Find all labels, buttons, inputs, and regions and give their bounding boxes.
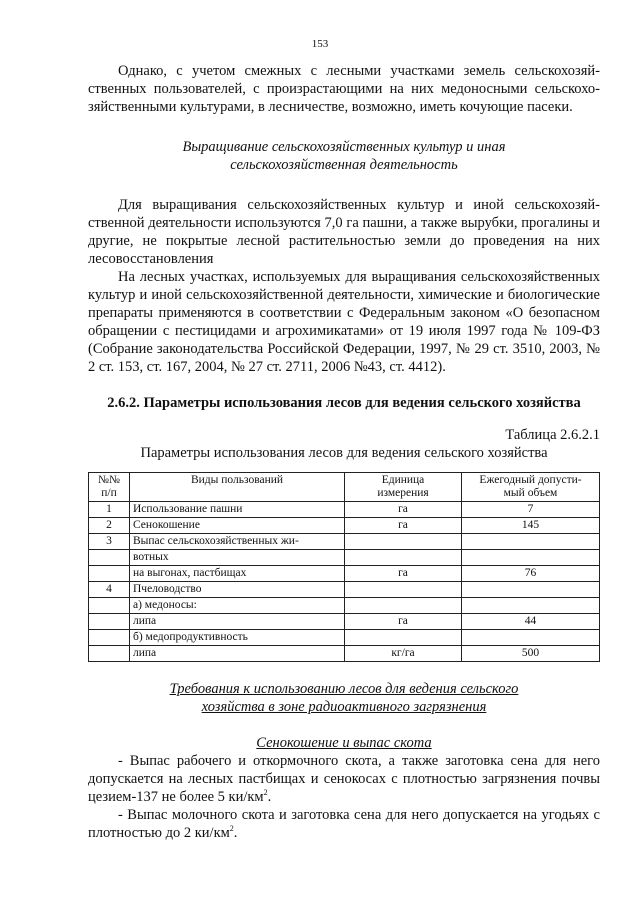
page-number: 153 bbox=[311, 38, 329, 50]
requirement-item-2: - Выпас молочного скота и заготовка сена для него допускается на угодьях с плотностью до 2 $ки/км^2$. bbox=[88, 807, 600, 841]
cell-kind: Сенокошение bbox=[130, 518, 345, 534]
cell-unit: га bbox=[345, 566, 462, 582]
cell-num bbox=[89, 646, 130, 662]
parameters-table bbox=[88, 472, 600, 662]
cell-volume bbox=[462, 630, 600, 646]
cell-num: 1 bbox=[89, 502, 130, 518]
cell-unit bbox=[345, 630, 462, 646]
cell-num: 2 bbox=[89, 518, 130, 534]
cell-unit: га bbox=[345, 614, 462, 630]
hay-grazing-subheading: Сенокошение и выпас скота bbox=[256, 735, 432, 751]
cell-volume: 44 bbox=[462, 614, 600, 630]
table-row bbox=[89, 598, 600, 614]
intro-paragraph: Однако, с учетом смежных с лесными участками земель сельскохозяйственных пользователей, с произрастающими на них медоносными сельскохозяйственными культурами, в лесничестве, возможно, иметь кочующие пасеки. bbox=[88, 63, 600, 115]
cell-unit: га bbox=[345, 502, 462, 518]
table-row bbox=[89, 502, 600, 518]
cell-volume: 500 bbox=[462, 646, 600, 662]
cell-unit bbox=[345, 550, 462, 566]
table-row bbox=[89, 550, 600, 566]
cell-num bbox=[89, 598, 130, 614]
cell-kind: вотных bbox=[130, 550, 345, 566]
section-262-heading: 2.6.2. Параметры использования лесов для ведения сельского хозяйства bbox=[107, 395, 581, 411]
cell-num bbox=[89, 550, 130, 566]
header-volume: Ежегодный допусти- мый объем bbox=[462, 473, 600, 502]
cell-num: 3 bbox=[89, 534, 130, 550]
table-row bbox=[89, 566, 600, 582]
radioactive-heading-line1: Требования к использованию лесов для ведения сельского bbox=[169, 681, 519, 697]
cell-volume bbox=[462, 534, 600, 550]
table-title: Параметры использования лесов для ведения сельского хозяйства bbox=[140, 445, 548, 461]
requirement-item-1: - Выпас рабочего и откормочного скота, а также заготовка сена для него допускается на лесных пастбищах и сенокосах с плотностью загрязнения почвы цезием-137 не более 5 $ки/км^2$. bbox=[88, 753, 600, 805]
cell-kind: а) медоносы: bbox=[130, 598, 345, 614]
radioactive-heading-line2: хозяйства в зоне радиоактивного загрязнения bbox=[201, 699, 487, 715]
table-row bbox=[89, 614, 600, 630]
cell-volume bbox=[462, 582, 600, 598]
cultivation-paragraph-2: На лесных участках, используемых для выращивания сельскохозяйственных культур и иной сельскохозяйственной деятельности, химические и биологические препараты применяются в соответствии с Федеральным законом «О безопасном обращении с пестицидами и агрохимикатами» от 19 июля 1997 года № 109-ФЗ (Собрание законодательства Российской Федерации, 1997, № 29 ст. 3510, 2003, № 2 ст. 153, ст. 167, 2004, № 27 ст. 2711, 2006 №43, ст. 4412). bbox=[88, 269, 600, 375]
table-body bbox=[89, 502, 600, 662]
cell-num bbox=[89, 566, 130, 582]
header-kind: Виды пользований bbox=[130, 473, 345, 502]
table-row bbox=[89, 646, 600, 662]
header-num: №№ п/п bbox=[89, 473, 130, 502]
cell-unit bbox=[345, 598, 462, 614]
cell-volume bbox=[462, 598, 600, 614]
cell-kind: на выгонах, пастбищах bbox=[130, 566, 345, 582]
cell-kind: б) медопродуктивность bbox=[130, 630, 345, 646]
cultivation-heading-line1: Выращивание сельскохозяйственных культур и иная bbox=[182, 139, 506, 155]
cell-kind: Использование пашни bbox=[130, 502, 345, 518]
cultivation-paragraph-1: Для выращивания сельскохозяйственных культур и иной сельскохозяйственной деятельности используются 7,0 га пашни, а также вырубки, прогалины и другие, не покрытые лесной растительностью земли до проведения на них лесовосстановления bbox=[88, 197, 600, 267]
table-row bbox=[89, 534, 600, 550]
header-unit: Единица измерения bbox=[345, 473, 462, 502]
cell-num bbox=[89, 630, 130, 646]
table-row bbox=[89, 582, 600, 598]
cell-kind: Выпас сельскохозяйственных жи- bbox=[130, 534, 345, 550]
cell-volume: 145 bbox=[462, 518, 600, 534]
table-row bbox=[89, 630, 600, 646]
table-header-row bbox=[89, 473, 600, 502]
page-content bbox=[88, 62, 600, 842]
cell-unit: га bbox=[345, 518, 462, 534]
cell-kind: Пчеловодство bbox=[130, 582, 345, 598]
cell-num: 4 bbox=[89, 582, 130, 598]
cultivation-heading-line2: сельскохозяйственная деятельность bbox=[230, 157, 458, 173]
cell-volume: 76 bbox=[462, 566, 600, 582]
cell-unit bbox=[345, 534, 462, 550]
cell-unit: кг/га bbox=[345, 646, 462, 662]
cell-unit bbox=[345, 582, 462, 598]
table-number: Таблица 2.6.2.1 bbox=[505, 427, 600, 443]
cell-kind: липа bbox=[130, 646, 345, 662]
cell-volume bbox=[462, 550, 600, 566]
table-row bbox=[89, 518, 600, 534]
cell-volume: 7 bbox=[462, 502, 600, 518]
cell-kind: липа bbox=[130, 614, 345, 630]
cell-num bbox=[89, 614, 130, 630]
